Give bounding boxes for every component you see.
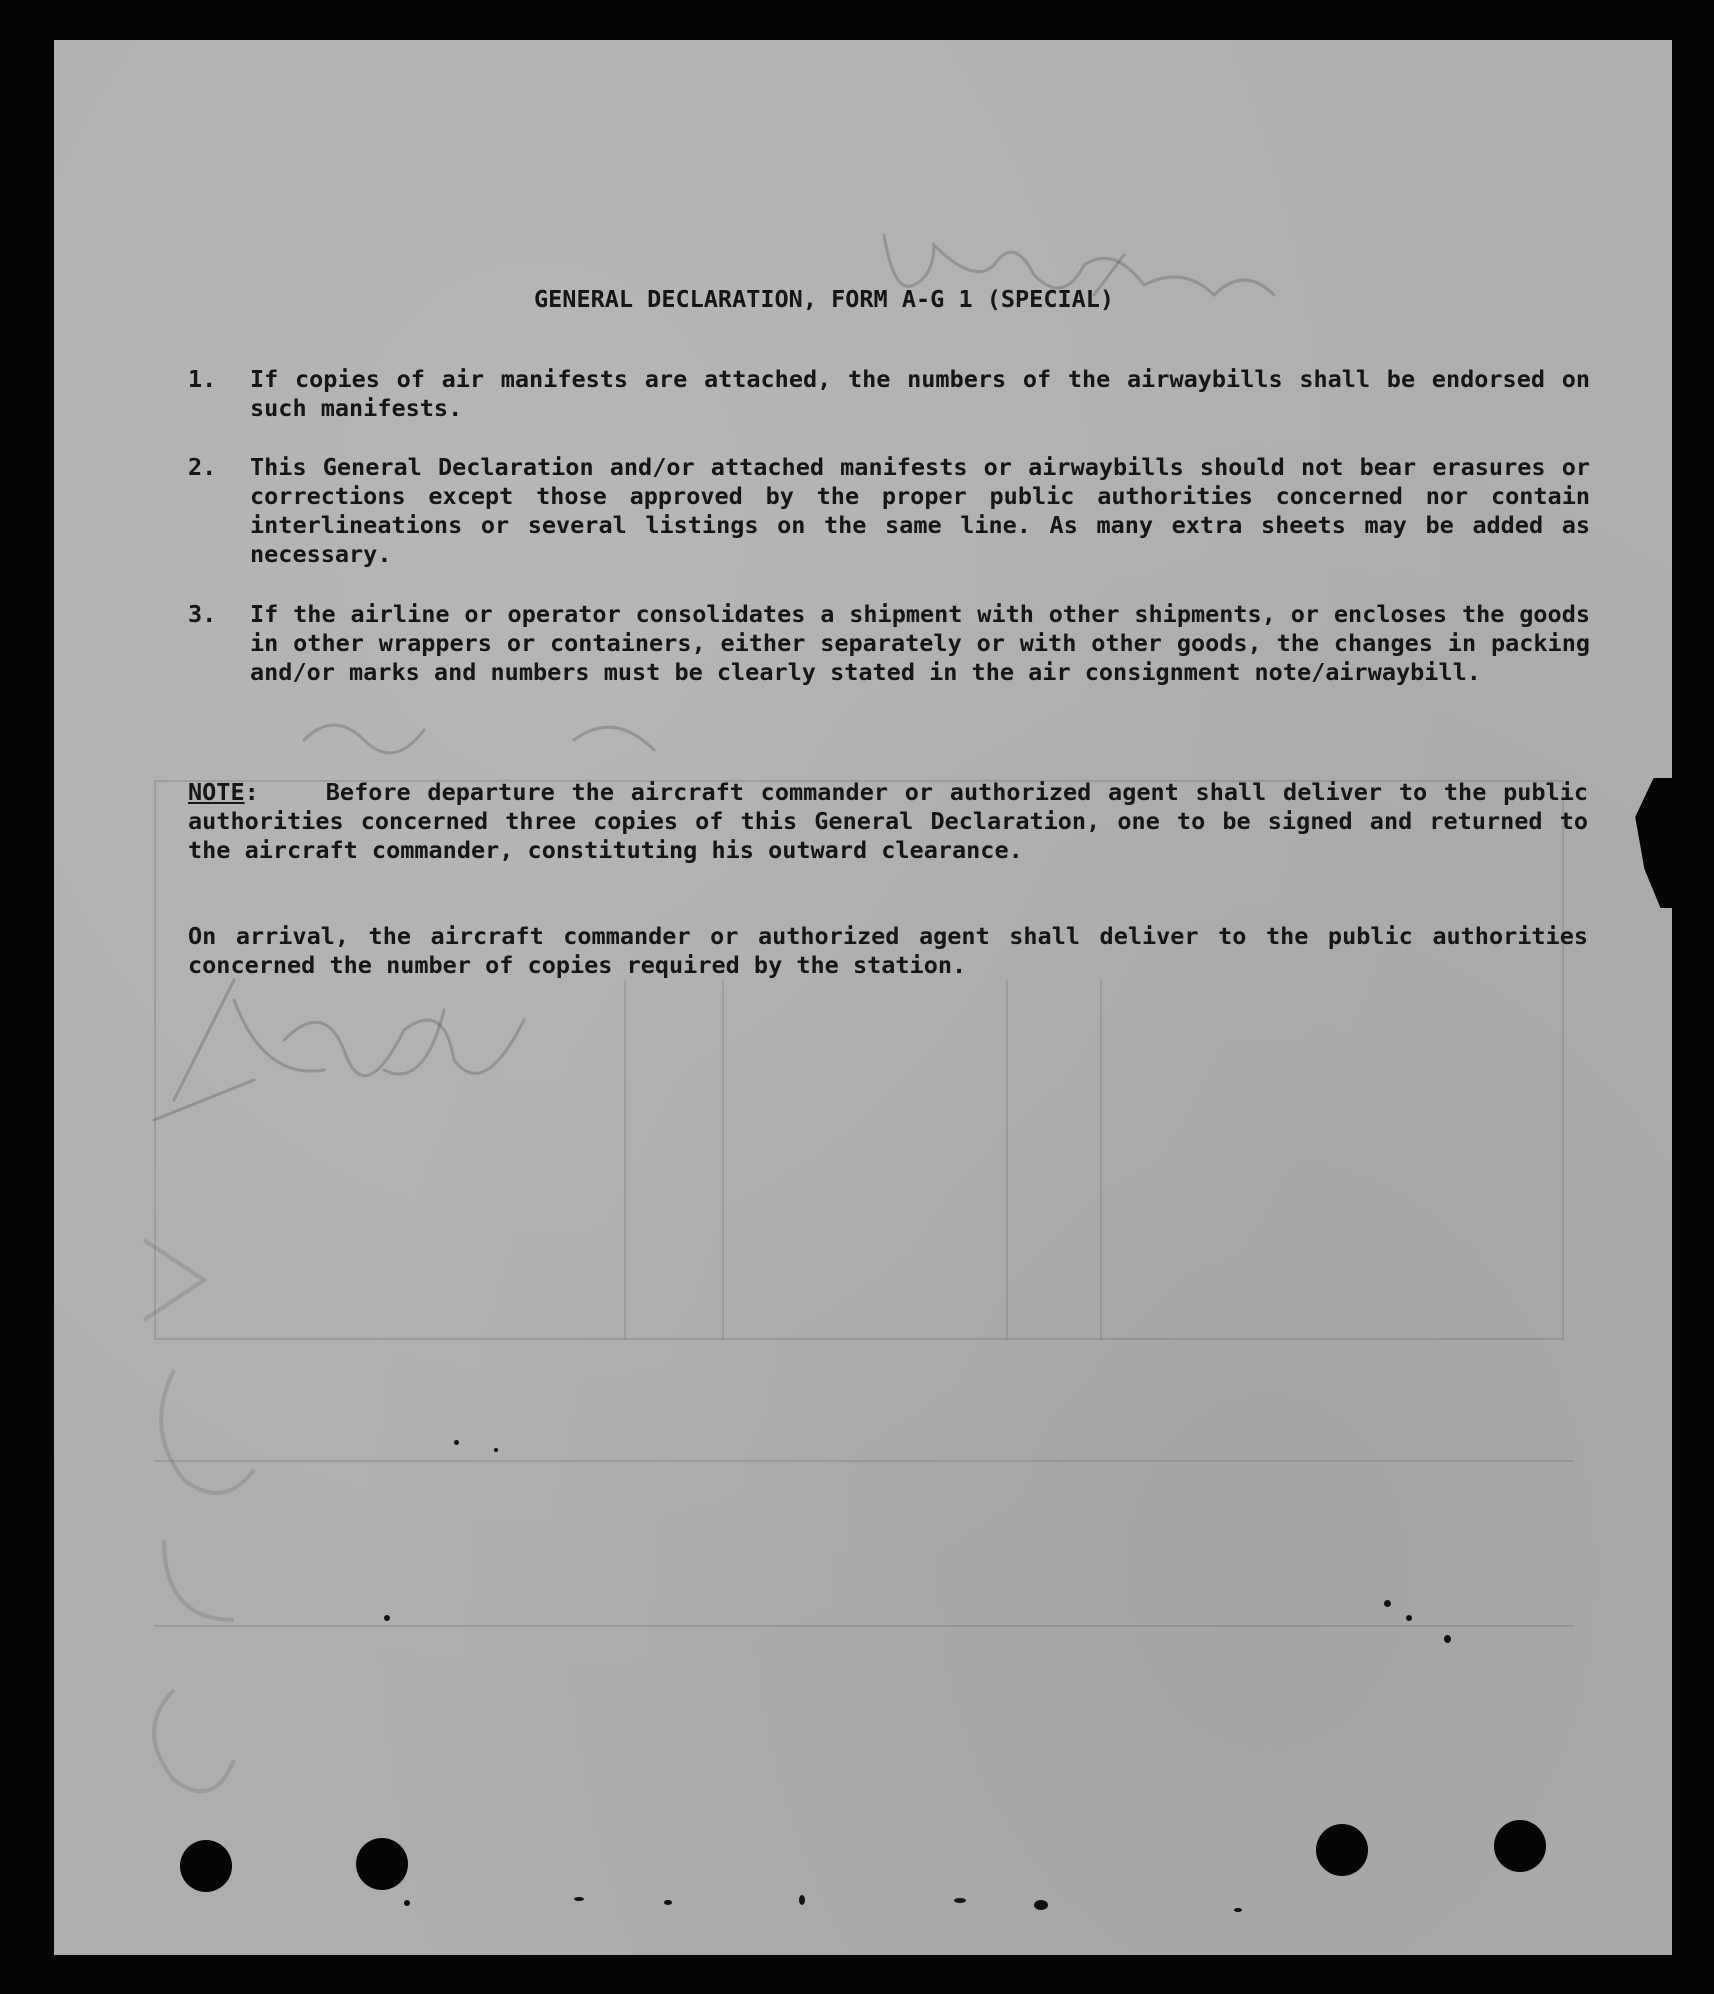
arrival-paragraph: On arrival, the aircraft commander or authorized agent shall deliver to the public authorities concerned the number of copies required by the station.: [188, 922, 1588, 979]
scan-speck: [954, 1898, 966, 1903]
item-number: 3.: [188, 600, 217, 628]
item-text: This General Declaration and/or attached manifests or airwaybills should not bear erasures or corrections except those approved by the proper public authorities concerned nor contain interlineations or several listings on the same line. As many extra sheets may be added as necessary.: [250, 453, 1590, 568]
punch-hole: [356, 1838, 408, 1890]
scan-speck: [494, 1448, 498, 1452]
document-body: [54, 40, 1672, 1955]
punch-hole: [1494, 1820, 1546, 1872]
item-number: 2.: [188, 453, 217, 481]
note-colon: :: [244, 778, 326, 806]
item-text: If copies of air manifests are attached, the numbers of the airwaybills shall be endorsed on such manifests.: [250, 365, 1590, 422]
note-label: NOTE: [188, 778, 245, 806]
item-number: 1.: [188, 365, 217, 393]
scan-speck: [454, 1440, 459, 1445]
scan-speck: [1444, 1635, 1451, 1643]
scan-speck: [799, 1895, 805, 1905]
document-title: GENERAL DECLARATION, FORM A-G 1 (SPECIAL): [534, 285, 1115, 313]
scan-speck: [574, 1897, 584, 1901]
document-page: [54, 40, 1672, 1955]
note-text: Before departure the aircraft commander or authorized agent shall deliver to the public authorities concerned three copies of this General Declaration, one to be signed and returned to the aircraft commander, constituting his outward clearance.: [188, 778, 1588, 864]
scan-speck: [404, 1900, 410, 1906]
punch-hole: [180, 1840, 232, 1892]
scan-speck: [1406, 1615, 1412, 1621]
scan-speck: [1034, 1900, 1048, 1910]
scan-speck: [1384, 1600, 1391, 1607]
scan-speck: [384, 1615, 390, 1621]
item-text: If the airline or operator consolidates a shipment with other shipments, or encloses the goods in other wrappers or containers, either separately or with other goods, the changes in packing and/or marks and numbers must be clearly stated in the air consignment note/airwaybill.: [250, 600, 1590, 686]
scan-speck: [1234, 1908, 1242, 1912]
punch-hole: [1316, 1824, 1368, 1876]
scan-speck: [664, 1900, 672, 1905]
note-paragraph: [188, 778, 1588, 865]
